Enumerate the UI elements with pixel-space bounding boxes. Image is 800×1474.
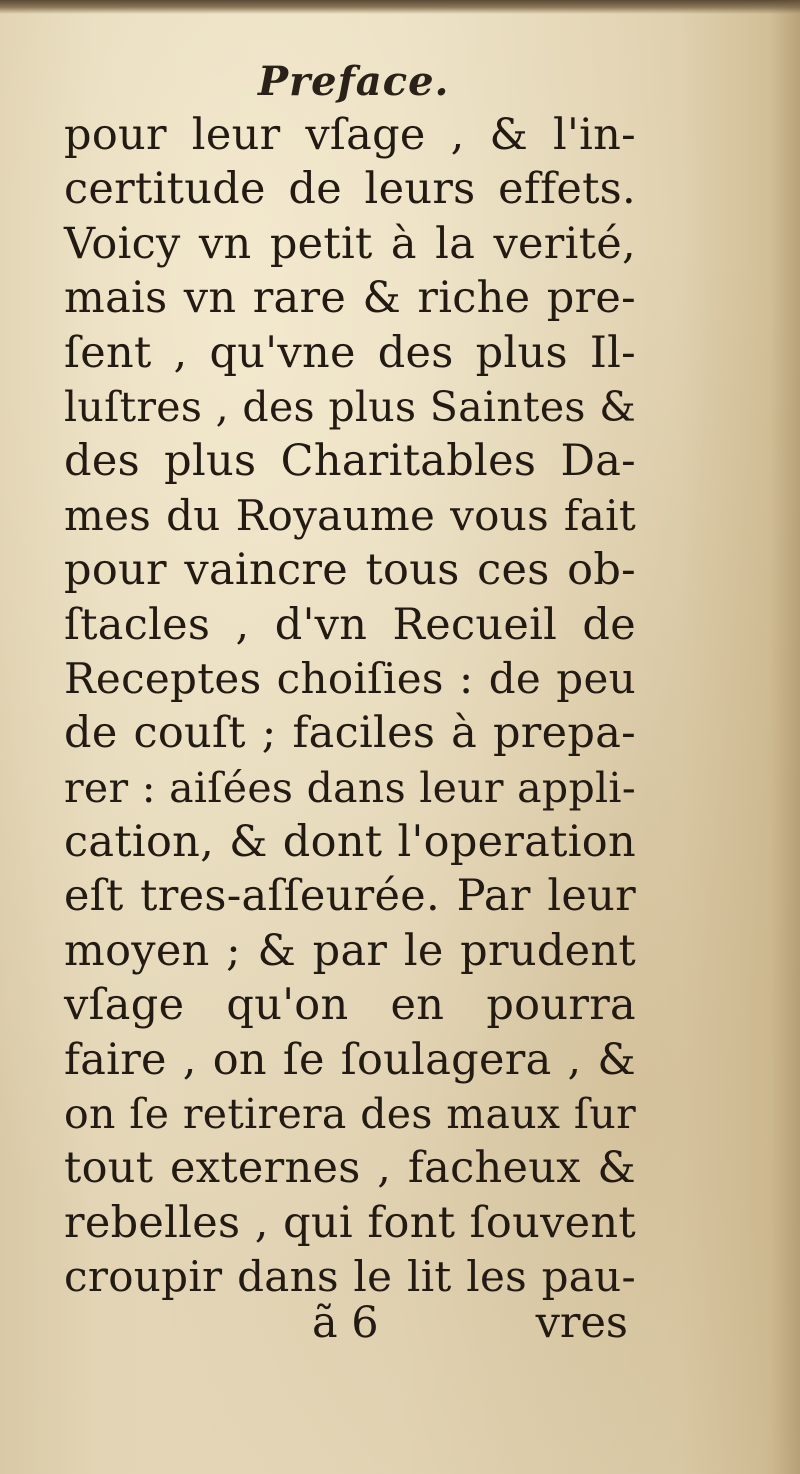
text-line: rebelles , qui font ſouvent xyxy=(64,1197,636,1248)
text-line: croupir dans le lit les pau- xyxy=(64,1252,636,1302)
text-line: vſage qu'on en pourra xyxy=(64,980,636,1031)
text-line: de couſt ; faciles à prepa- xyxy=(64,708,636,759)
text-line: eſt tres-aſſeurée. Par leur xyxy=(64,871,636,922)
text-line: rer : aiſées dans leur appli- xyxy=(64,763,636,812)
text-line: luſtres , des plus Saintes & xyxy=(64,382,636,431)
signature-mark: ã 6 xyxy=(312,1298,379,1348)
text-line: cation, & dont l'operation xyxy=(64,817,636,868)
text-line: ſtacles , d'vn Recueil de xyxy=(64,599,636,650)
text-line: ſent , qu'vne des plus Il- xyxy=(64,327,636,378)
running-head: Preface. xyxy=(258,58,450,105)
text-line: on ſe retirera des maux ſur xyxy=(64,1090,636,1139)
text-line: certitude de leurs effets. xyxy=(64,164,636,215)
text-line: Voicy vn petit à la verité, xyxy=(64,218,636,269)
text-line: pour leur vſage , & l'in- xyxy=(64,110,636,160)
body-text xyxy=(64,108,636,1305)
text-line: tout externes , facheux & xyxy=(64,1143,636,1194)
page-top-edge xyxy=(0,0,800,14)
text-line: moyen ; & par le prudent xyxy=(64,925,636,976)
gutter-shadow xyxy=(770,0,800,1474)
text-line: faire , on ſe ſoulagera , & xyxy=(64,1034,636,1085)
text-line: mes du Royaume vous fait xyxy=(64,490,636,540)
text-line: pour vaincre tous ces ob- xyxy=(64,545,636,596)
text-line: Receptes choiſies : de peu xyxy=(64,653,636,703)
text-line: des plus Charitables Da- xyxy=(64,436,636,487)
catchword: vres xyxy=(535,1298,628,1348)
text-line: mais vn rare & riche pre- xyxy=(64,273,636,324)
page-footer xyxy=(312,1296,632,1350)
